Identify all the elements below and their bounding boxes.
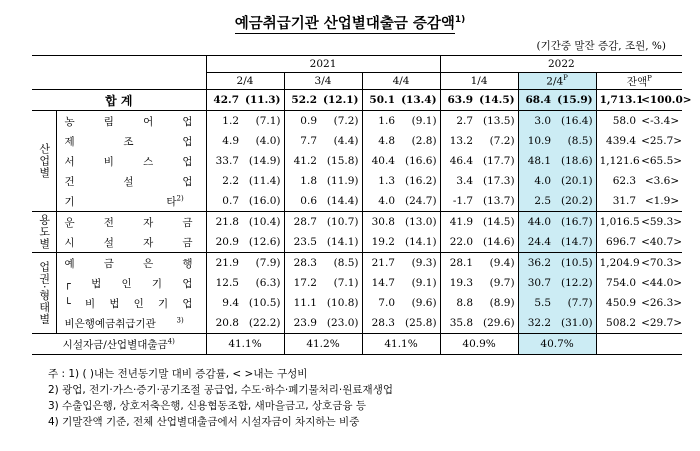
share-cell: (14.5)	[479, 94, 515, 106]
value-cell: 40.4	[362, 151, 398, 171]
share-cell: (13.7)	[483, 195, 515, 207]
row-label	[56, 212, 206, 233]
share-cell: (7.9)	[255, 257, 281, 269]
share-cell: (20.2)	[554, 191, 596, 212]
value-cell: 2.7	[440, 111, 476, 132]
share-cell: (11.9)	[326, 175, 359, 187]
row-label-facility-share	[32, 334, 206, 355]
header-balance-sup: P	[647, 74, 652, 82]
group-label-text: 업권·형태별	[37, 260, 51, 326]
value-cell: 7.0	[362, 293, 398, 313]
value-cell: 1,121.6	[596, 151, 638, 171]
share-cell: (14.9)	[248, 155, 281, 167]
share-cell: <26.3>	[641, 297, 683, 309]
row-label-text: 시 설 자 금	[64, 236, 193, 249]
header-balance-text: 잔액	[626, 75, 648, 88]
share-cell: (4.4)	[333, 135, 359, 147]
share-cell: (16.0)	[248, 195, 281, 207]
value-cell: 0.6	[284, 191, 320, 212]
value-cell: 1,016.5	[596, 212, 638, 233]
share-cell: (10.5)	[248, 297, 281, 309]
value-cell: 33.7	[206, 151, 242, 171]
table-row	[32, 232, 682, 253]
row-label	[56, 151, 206, 171]
value-cell: 13.2	[440, 131, 476, 151]
value-cell: 439.4	[596, 131, 638, 151]
row-label-total: 합 계	[105, 93, 133, 108]
title-text: 예금취급기관 산업별대출금 증감액	[234, 16, 455, 32]
share-cell: (7.1)	[255, 115, 281, 127]
share-cell: (2.8)	[411, 135, 437, 147]
share-cell: <59.3>	[641, 216, 683, 228]
row-label	[56, 253, 206, 274]
share-cell: (9.7)	[489, 277, 515, 289]
value-cell: 41.2	[284, 151, 320, 171]
row-label	[56, 191, 206, 212]
value-cell: 696.7	[596, 232, 638, 253]
row-label	[56, 171, 206, 191]
share-cell: <1.9>	[644, 195, 680, 207]
value-cell: 12.5	[206, 273, 242, 293]
table-row-facility-share	[32, 334, 682, 355]
share-cell: (12.1)	[323, 94, 359, 106]
share-cell: (23.0)	[326, 317, 359, 329]
share-cell: (13.5)	[483, 115, 515, 127]
share-cell: <100.0>	[641, 94, 692, 106]
value-cell: 44.0	[518, 212, 554, 233]
row-label-text: 건 설 업	[64, 175, 193, 188]
share-cell: (14.4)	[326, 195, 359, 207]
header-q-2021-3: 3/4	[284, 73, 362, 90]
value-cell: 11.1	[284, 293, 320, 313]
share-cell: (12.2)	[554, 273, 596, 293]
footnote-3: 3) 수출입은행, 상호저축은행, 신용협동조합, 새마을금고, 상호금융 등	[48, 400, 367, 412]
value-cell: 1.8	[284, 171, 320, 191]
share-cell: (31.0)	[554, 313, 596, 334]
value-cell: 21.9	[206, 253, 242, 274]
footnote-1: 주 : 1) ( )내는 전년동기말 대비 증감률, < >내는 구성비	[48, 368, 308, 380]
row-label-text: ┌ 법 인 기 업	[64, 277, 193, 290]
share-cell: <70.3>	[641, 257, 683, 269]
value-cell: 0.9	[284, 111, 320, 132]
value-cell: 3.4	[440, 171, 476, 191]
row-label-footnote: 3)	[176, 316, 184, 324]
header-q-2021-2: 2/4	[206, 73, 284, 90]
value-cell: -1.7	[440, 191, 476, 212]
group-label-industry	[32, 111, 56, 212]
row-label-text: 운 전 자 금	[64, 216, 193, 229]
header-year-2022: 2022	[440, 56, 682, 73]
value-cell: 46.4	[440, 151, 476, 171]
value-cell: 40.7%	[518, 334, 596, 355]
value-cell: 36.2	[518, 253, 554, 274]
value-cell: 28.7	[284, 212, 320, 233]
value-cell: 22.0	[440, 232, 476, 253]
share-cell: (17.3)	[483, 175, 515, 187]
value-cell: 5.5	[518, 293, 554, 313]
share-cell: <40.7>	[641, 236, 683, 248]
unit-label: (기간중 말잔 증감, 조원, %)	[536, 40, 666, 52]
row-label-text: 농 림 어 업	[64, 115, 193, 128]
group-label-usage	[32, 212, 56, 253]
share-cell: (22.2)	[248, 317, 281, 329]
share-cell: (14.1)	[405, 236, 437, 248]
header-year-2021: 2021	[206, 56, 440, 73]
value-cell: 7.7	[284, 131, 320, 151]
header-balance	[596, 73, 682, 90]
share-cell: (24.7)	[405, 195, 437, 207]
value-cell: 508.2	[596, 313, 638, 334]
value-cell: 1.3	[362, 171, 398, 191]
share-cell: <3.6>	[644, 175, 680, 187]
value-cell: 28.3	[362, 313, 398, 334]
row-label-text: 서 비 스 업	[64, 155, 193, 168]
header-q-2022-2-sup: P	[563, 74, 568, 83]
share-cell: (9.6)	[411, 297, 437, 309]
value-cell: 1.6	[362, 111, 398, 132]
table-row	[32, 313, 682, 334]
value-cell: 21.8	[206, 212, 242, 233]
value-cell: 10.9	[518, 131, 554, 151]
value-cell: 23.5	[284, 232, 320, 253]
value-cell: 41.2%	[284, 334, 362, 355]
footnote-4: 4) 기말잔액 기준, 전체 산업별대출금에서 시설자금이 차지하는 비중	[48, 416, 360, 428]
value-cell: 1,713.1	[596, 90, 638, 111]
row-label	[56, 273, 206, 293]
value-cell: 4.9	[206, 131, 242, 151]
group-label-text: 산업별	[37, 143, 51, 179]
value-cell: 50.1	[362, 90, 398, 111]
value-cell: 20.9	[206, 232, 242, 253]
table-row	[32, 293, 682, 313]
value-cell: 2.2	[206, 171, 242, 191]
share-cell: (15.8)	[326, 155, 359, 167]
share-cell: (7.1)	[333, 277, 359, 289]
share-cell: (7.2)	[333, 115, 359, 127]
value-cell: 24.4	[518, 232, 554, 253]
value-cell: 1.2	[206, 111, 242, 132]
share-cell: (10.7)	[326, 216, 359, 228]
value-cell: 2.5	[518, 191, 554, 212]
share-cell: (14.6)	[483, 236, 515, 248]
group-label-text: 용도별	[37, 214, 51, 250]
value-cell: 41.9	[440, 212, 476, 233]
footnotes	[48, 366, 393, 430]
share-cell: (4.0)	[255, 135, 281, 147]
row-label-text: 제 조 업	[64, 135, 193, 148]
value-cell: 8.8	[440, 293, 476, 313]
value-cell: 4.0	[362, 191, 398, 212]
table-row	[32, 212, 682, 233]
share-cell: <29.7>	[641, 317, 683, 329]
table-row	[32, 191, 682, 212]
value-cell: 20.8	[206, 313, 242, 334]
share-cell: (9.1)	[411, 115, 437, 127]
value-cell: 52.2	[284, 90, 320, 111]
share-cell: (18.6)	[554, 151, 596, 171]
row-label-text: └ 비 법 인 기 업	[64, 297, 193, 310]
header-q-2022-1: 1/4	[440, 73, 518, 90]
share-cell: (14.5)	[483, 216, 515, 228]
value-cell: 28.3	[284, 253, 320, 274]
share-cell: (8.9)	[489, 297, 515, 309]
value-cell: 40.9%	[440, 334, 518, 355]
table-row	[32, 171, 682, 191]
share-cell: (9.1)	[411, 277, 437, 289]
value-cell: 19.3	[440, 273, 476, 293]
value-cell: 41.1%	[362, 334, 440, 355]
row-label-text: 예 금 은 행	[64, 257, 193, 270]
share-cell: (9.3)	[411, 257, 437, 269]
row-label	[56, 313, 206, 334]
share-cell: (6.3)	[255, 277, 281, 289]
share-cell: (14.1)	[326, 236, 359, 248]
loan-table	[32, 55, 692, 355]
value-cell: 31.7	[596, 191, 638, 212]
share-cell: (25.8)	[405, 317, 437, 329]
header-blank	[32, 56, 206, 90]
share-cell: (15.9)	[554, 90, 596, 111]
table-row	[32, 273, 682, 293]
page-title	[0, 12, 700, 33]
share-cell: (10.5)	[554, 253, 596, 274]
value-cell: 17.2	[284, 273, 320, 293]
value-cell: 19.2	[362, 232, 398, 253]
share-cell: <25.7>	[641, 135, 683, 147]
share-cell: (8.5)	[333, 257, 359, 269]
row-label	[56, 232, 206, 253]
row-label-footnote: 2)	[176, 194, 184, 202]
row-label-footnote: 4)	[167, 337, 175, 345]
header-q-2021-4: 4/4	[362, 73, 440, 90]
share-cell: (8.5)	[554, 131, 596, 151]
table-row	[32, 253, 682, 274]
header-q-2022-2	[518, 73, 596, 90]
share-cell: (11.3)	[245, 94, 281, 106]
value-cell: 4.8	[362, 131, 398, 151]
row-label	[56, 131, 206, 151]
table-row	[32, 131, 682, 151]
value-cell: 0.7	[206, 191, 242, 212]
row-label	[56, 111, 206, 132]
value-cell: 754.0	[596, 273, 638, 293]
row-label	[56, 293, 206, 313]
value-cell-empty	[596, 334, 682, 355]
share-cell: (29.6)	[483, 317, 515, 329]
table-row	[32, 111, 682, 132]
value-cell: 28.1	[440, 253, 476, 274]
row-label-text: 비은행예금취급기관	[64, 317, 156, 330]
value-cell: 23.9	[284, 313, 320, 334]
share-cell: (9.4)	[489, 257, 515, 269]
value-cell: 35.8	[440, 313, 476, 334]
share-cell: (13.4)	[401, 94, 437, 106]
value-cell: 30.8	[362, 212, 398, 233]
value-cell: 62.3	[596, 171, 638, 191]
value-cell: 14.7	[362, 273, 398, 293]
group-label-sector	[32, 253, 56, 334]
value-cell: 42.7	[206, 90, 242, 111]
share-cell: (16.6)	[405, 155, 437, 167]
share-cell: (13.0)	[405, 216, 437, 228]
title-footnote: 1)	[454, 15, 466, 26]
share-cell: (10.8)	[326, 297, 359, 309]
value-cell: 58.0	[596, 111, 638, 132]
value-cell: 41.1%	[206, 334, 284, 355]
row-label-text: 시설자금/산업별대출금	[62, 338, 168, 351]
share-cell: (14.7)	[554, 232, 596, 253]
table-row	[32, 151, 682, 171]
value-cell: 21.7	[362, 253, 398, 274]
value-cell: 63.9	[440, 90, 476, 111]
share-cell: (16.4)	[554, 111, 596, 132]
share-cell: <-3.4>	[641, 115, 680, 127]
share-cell: (12.6)	[248, 236, 281, 248]
value-cell: 4.0	[518, 171, 554, 191]
value-cell: 30.7	[518, 273, 554, 293]
row-label-text: 기 타	[64, 195, 177, 208]
value-cell: 450.9	[596, 293, 638, 313]
share-cell: (17.7)	[483, 155, 515, 167]
share-cell: (16.7)	[554, 212, 596, 233]
value-cell: 9.4	[206, 293, 242, 313]
share-cell: (20.1)	[554, 171, 596, 191]
footnote-2: 2) 광업, 전기·가스·증기·공기조절 공급업, 수도·하수·폐기물처리·원료재생업	[48, 384, 393, 396]
share-cell: (7.2)	[489, 135, 515, 147]
value-cell: 48.1	[518, 151, 554, 171]
share-cell: (10.4)	[248, 216, 281, 228]
share-cell: (7.7)	[554, 293, 596, 313]
share-cell: <65.5>	[641, 155, 683, 167]
table-row-total	[32, 90, 682, 111]
value-cell: 3.0	[518, 111, 554, 132]
header-q-2022-2-text: 2/4	[546, 75, 564, 88]
share-cell: (16.2)	[405, 175, 437, 187]
share-cell: (11.4)	[248, 175, 281, 187]
value-cell: 32.2	[518, 313, 554, 334]
value-cell: 68.4	[518, 90, 554, 111]
share-cell: <44.0>	[641, 277, 683, 289]
value-cell: 1,204.9	[596, 253, 638, 274]
